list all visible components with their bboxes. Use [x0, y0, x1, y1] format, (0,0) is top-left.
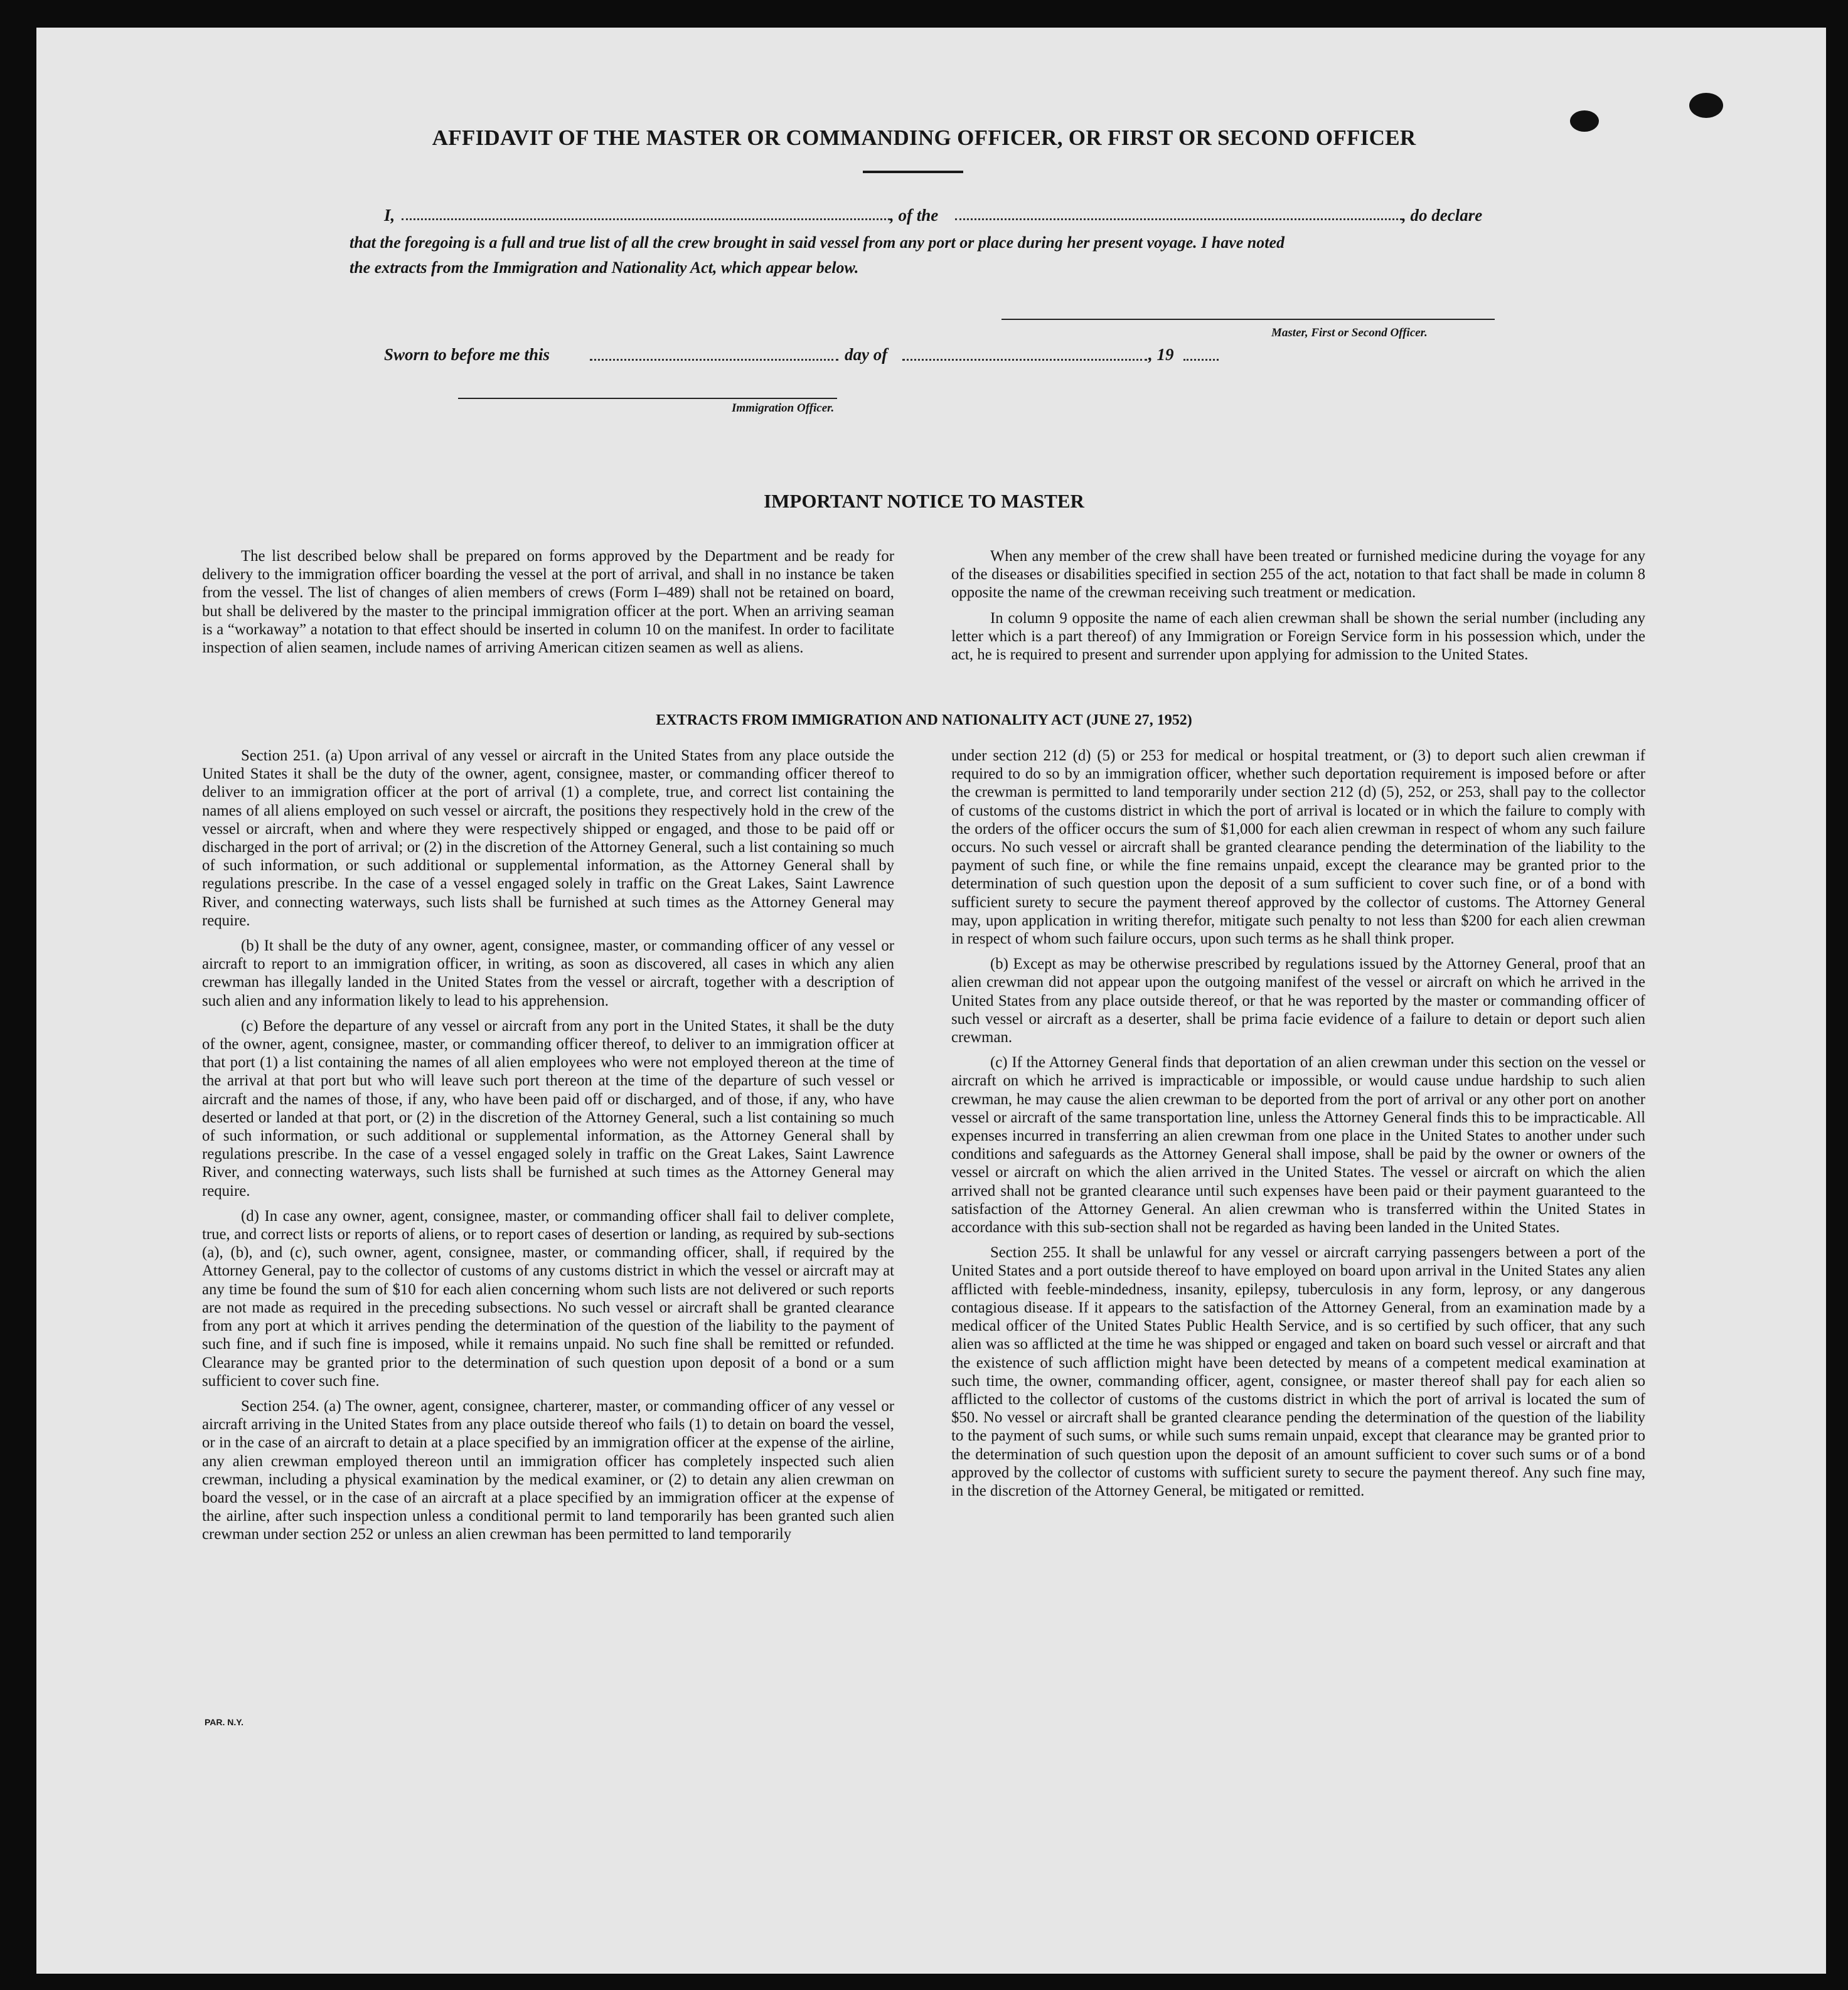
section-251-d: (d) In case any owner, agent, consignee, master, or commanding officer shall fail to deliver complete, true, and correct lists or reports of aliens, or to report cases of desertion or landing, as required by sub-sections (a), (b), and (c), such owner, agent, consignee, master, or commanding officer, shall, if required by the Attorney General, pay to the collector of customs of any customs district in which the vessel or aircraft may at any time be found the sum of $10 for each alien concerning whom such lists are not delivered or such reports are not made as required in the preceding subsections. No such vessel or aircraft shall be granted clearance from any port at which it arrives pending the determination of the question of the liability to the payment of such fine, and if such fine is imposed, while it remains unpaid. No such fine shall be remitted or refunded. Clearance may be granted prior to the determination of such question upon deposit of a bond or a sum sufficient to cover such fine. — [202, 1207, 894, 1390]
master-signature-label: Master, First or Second Officer. — [1271, 326, 1428, 339]
title-rule — [863, 171, 963, 173]
notice-paragraph: The list described below shall be prepared on forms approved by the Department and be ready for delivery to the immigration officer boarding the vessel at the port of arrival, and shall in no instance be taken from the vessel. The list of changes of alien members of crews (Form I–489) shall not be retained on board, but shall be delivered by the master to the principal immigration officer at the port. When an arriving seaman is a “workaway” a notation to that effect should be inserted in column 10 on the manifest. In order to facilitate inspection of alien seamen, include names of arriving American citizen seamen as well as aliens. — [202, 548, 894, 657]
printer-mark: PAR. N.Y. — [205, 1717, 243, 1727]
section-255: Section 255. It shall be unlawful for any vessel or aircraft carrying passengers between a port of the United States and a port outside thereof to have employed on board upon arrival in the United States any alien afflicted with feeble-mindedness, insanity, epilepsy, tuberculosis in any form, leprosy, or any dangerous contagious disease. If it appears to the satisfaction of the Attorney General, from an examination made by a medical officer of the United States Public Health Service, and is so certified by such officer, that any such alien was so afflicted at the time he was shipped or engaged and taken on board such vessel or aircraft and that the existence of such affliction might have been detected by means of a competent medical examination at such time, the owner, commanding officer, agent, consignee, or master thereof shall pay for each alien so afflicted to the collector of customs of the customs district in which the port of arrival is located the sum of $50. No vessel or aircraft shall be granted clearance pending the determination of the question of the liability to the payment of such sums, or while such sums remain unpaid, except that clearance may be granted prior to the determination of such question upon the deposit of an amount sufficient to cover such sums or of a bond approved by the collector of customs with sufficient surety to secure the payment thereof. Any such fine may, in the discretion of the Attorney General, be mitigated or remitted. — [951, 1244, 1645, 1499]
sworn-month-line — [902, 359, 1147, 361]
notice-right-column — [951, 547, 1645, 671]
of-the-label: , of the — [890, 206, 939, 225]
sworn-date-line — [590, 359, 838, 361]
notice-paragraph: In column 9 opposite the name of each alien crewman shall be shown the serial number (including any letter which is a part thereof) of any Immigration or Foreign Service form in his possession which, under the act, he is required to present and surrender upon applying for admission to the United States. — [951, 609, 1645, 664]
officer-title-line — [955, 218, 1402, 220]
sworn-label: Sworn to before me this — [384, 345, 550, 364]
immigration-officer-label: Immigration Officer. — [732, 402, 835, 415]
section-254-c: (c) If the Attorney General finds that deportation of an alien crewman under this section on the vessel or aircraft on which he arrived is impracticable or impossible, or would cause undue hardship to such alien crewman, he may cause the alien crewman to be deported from the port of arrival or any other port on another vessel or aircraft of the same transportation line, unless the Attorney General finds this to be impracticable. All expenses incurred in transferring an alien crewman from one place in the United States to another under such conditions and safeguards as the Attorney General shall impose, shall be paid by the owner or owners of the vessel or aircraft on which the alien arrived in the United States. The vessel or aircraft on which the alien arrived shall not be granted clearance until such expenses have been paid or their payment guaranteed to the satisfaction of the Attorney General. An alien crewman who is transferred within the United States in accordance with this sub-section shall not be regarded as having been landed in the United States. — [951, 1054, 1645, 1237]
declaration-line-2: that the foregoing is a full and true list of all the crew brought in said vessel from any port or place during her present voyage. I have noted — [350, 233, 1285, 252]
section-251-a: Section 251. (a) Upon arrival of any vessel or aircraft in the United States from any place outside the United States it shall be the duty of the owner, agent, consignee, master, or commanding officer thereof to deliver to an immigration officer at the port of arrival (1) a complete, true, and correct list containing the names of all aliens employed on such vessel or aircraft, the positions they respectively hold in the crew of the vessel or aircraft, when and where they were respectively shipped or engaged, and those to be paid off or discharged in the port of arrival; or (2) in the discretion of the Attorney General, such a list containing so much of such information, or such additional or supplemental information, as the Attorney General shall by regulations prescribe. In the case of a vessel engaged solely in traffic on the Great Lakes, Saint Lawrence River, and connecting waterways, such lists shall be furnished at such times as the Attorney General may require. — [202, 747, 894, 929]
year-label: , 19 — [1148, 345, 1174, 364]
section-254-a-continued: under section 212 (d) (5) or 253 for medical or hospital treatment, or (3) to deport such alien crewman if required to do so by an immigration officer, whether such deportation requirement is imposed before or after the crewman is permitted to land temporarily under section 212 (d) (5), 252, or 253, shall pay to the collector of customs of the customs district in which the port of arrival is located or in which the failure to comply with the orders of the officer occurs the sum of $1,000 for each alien crewman in respect of whom any such failure occurs. No such vessel or aircraft shall be granted clearance pending the determination of the liability to the payment of such fine, or while the fine remains unpaid, except the clearance may be granted prior to the determination of such question upon the deposit of a sum sufficient to cover such fine, or of a bond with sufficient surety to secure the payment thereof approved by the collector of customs. The Attorney General may, upon application in writing therefor, mitigate such penalty to not less than $200 for each alien crewman in respect of whom such failure occurs, upon such terms as he shall think proper. — [951, 747, 1645, 948]
master-signature-line — [1001, 319, 1495, 320]
notice-title: IMPORTANT NOTICE TO MASTER — [764, 490, 1084, 512]
day-of-label: day of — [845, 345, 888, 364]
declarant-name-line — [402, 218, 890, 220]
affidavit-title: AFFIDAVIT OF THE MASTER OR COMMANDING OFFICER, OR FIRST OR SECOND OFFICER — [432, 125, 1416, 150]
declarant-label: I, — [384, 206, 395, 225]
notice-left-column — [202, 547, 894, 664]
declaration-line-3: the extracts from the Immigration and Nationality Act, which appear below. — [350, 258, 859, 277]
extracts-left-column — [202, 747, 894, 1551]
section-251-c: (c) Before the departure of any vessel or aircraft from any port in the United States, it shall be the duty of the owner, agent, consignee, master, or commanding officer thereof, to deliver to an immigration officer at that port (1) a list containing the names of all alien employees who were not employed thereon at the time of the arrival at that port but who will leave such port thereon at the time of the departure of such vessel or aircraft and the names of those, if any, who have been paid off or discharged, and of those, if any, who have deserted or landed at that port, or (2) in the discretion of the Attorney General, such a list containing so much of such information, or such additional or supplemental information, as the Attorney General shall by regulations prescribe. In the case of a vessel engaged solely in traffic on the Great Lakes, Saint Lawrence River, and connecting waterways, such lists shall be furnished at such times as the Attorney General may require. — [202, 1017, 894, 1200]
ink-blot — [1689, 93, 1723, 118]
immigration-officer-signature-line — [458, 398, 837, 399]
year-line — [1183, 359, 1219, 361]
section-254-b: (b) Except as may be otherwise prescribed by regulations issued by the Attorney General, proof that an alien crewman did not appear upon the outgoing manifest of the vessel or aircraft on which he arrived in the United States from any place outside thereof, or that he was reported by the master or commanding officer of such vessel or aircraft as a deserter, shall be prima facie evidence of a failure to detain or deport such alien crewman. — [951, 955, 1645, 1046]
section-251-b: (b) It shall be the duty of any owner, agent, consignee, master, or commanding officer of any vessel or aircraft to report to an immigration officer, in writing, as soon as discovered, all cases in which any alien crewman has illegally landed in the United States from the vessel or aircraft, together with a description of such alien and any information likely to lead to his apprehension. — [202, 937, 894, 1009]
extracts-title: EXTRACTS FROM IMMIGRATION AND NATIONALITY ACT (JUNE 27, 1952) — [656, 712, 1192, 728]
section-254-a: Section 254. (a) The owner, agent, consignee, charterer, master, or commanding officer of any vessel or aircraft arriving in the United States from any place outside thereof who fails (1) to detain on board the vessel, or in the case of an aircraft to detain at a place specified by an immigration officer at the expense of the airline, any alien crewman employed thereon until an immigration officer has completely inspected such alien crewman, including a physical examination by the medical examiner, or (2) to detain any alien crewman on board the vessel, or in the case of an aircraft at a place specified by an immigration officer at the expense of the airline, after such inspection unless a conditional permit to land temporarily has been granted such alien crewman under section 252 or unless an alien crewman has been permitted to land temporarily — [202, 1397, 894, 1543]
do-declare-label: , do declare — [1402, 206, 1483, 225]
extracts-right-column — [951, 747, 1645, 1507]
notice-paragraph: When any member of the crew shall have been treated or furnished medicine during the voyage for any of the diseases or disabilities specified in section 255 of the act, notation to that fact shall be made in column 8 opposite the name of the crewman receiving such treatment or medication. — [951, 548, 1645, 602]
